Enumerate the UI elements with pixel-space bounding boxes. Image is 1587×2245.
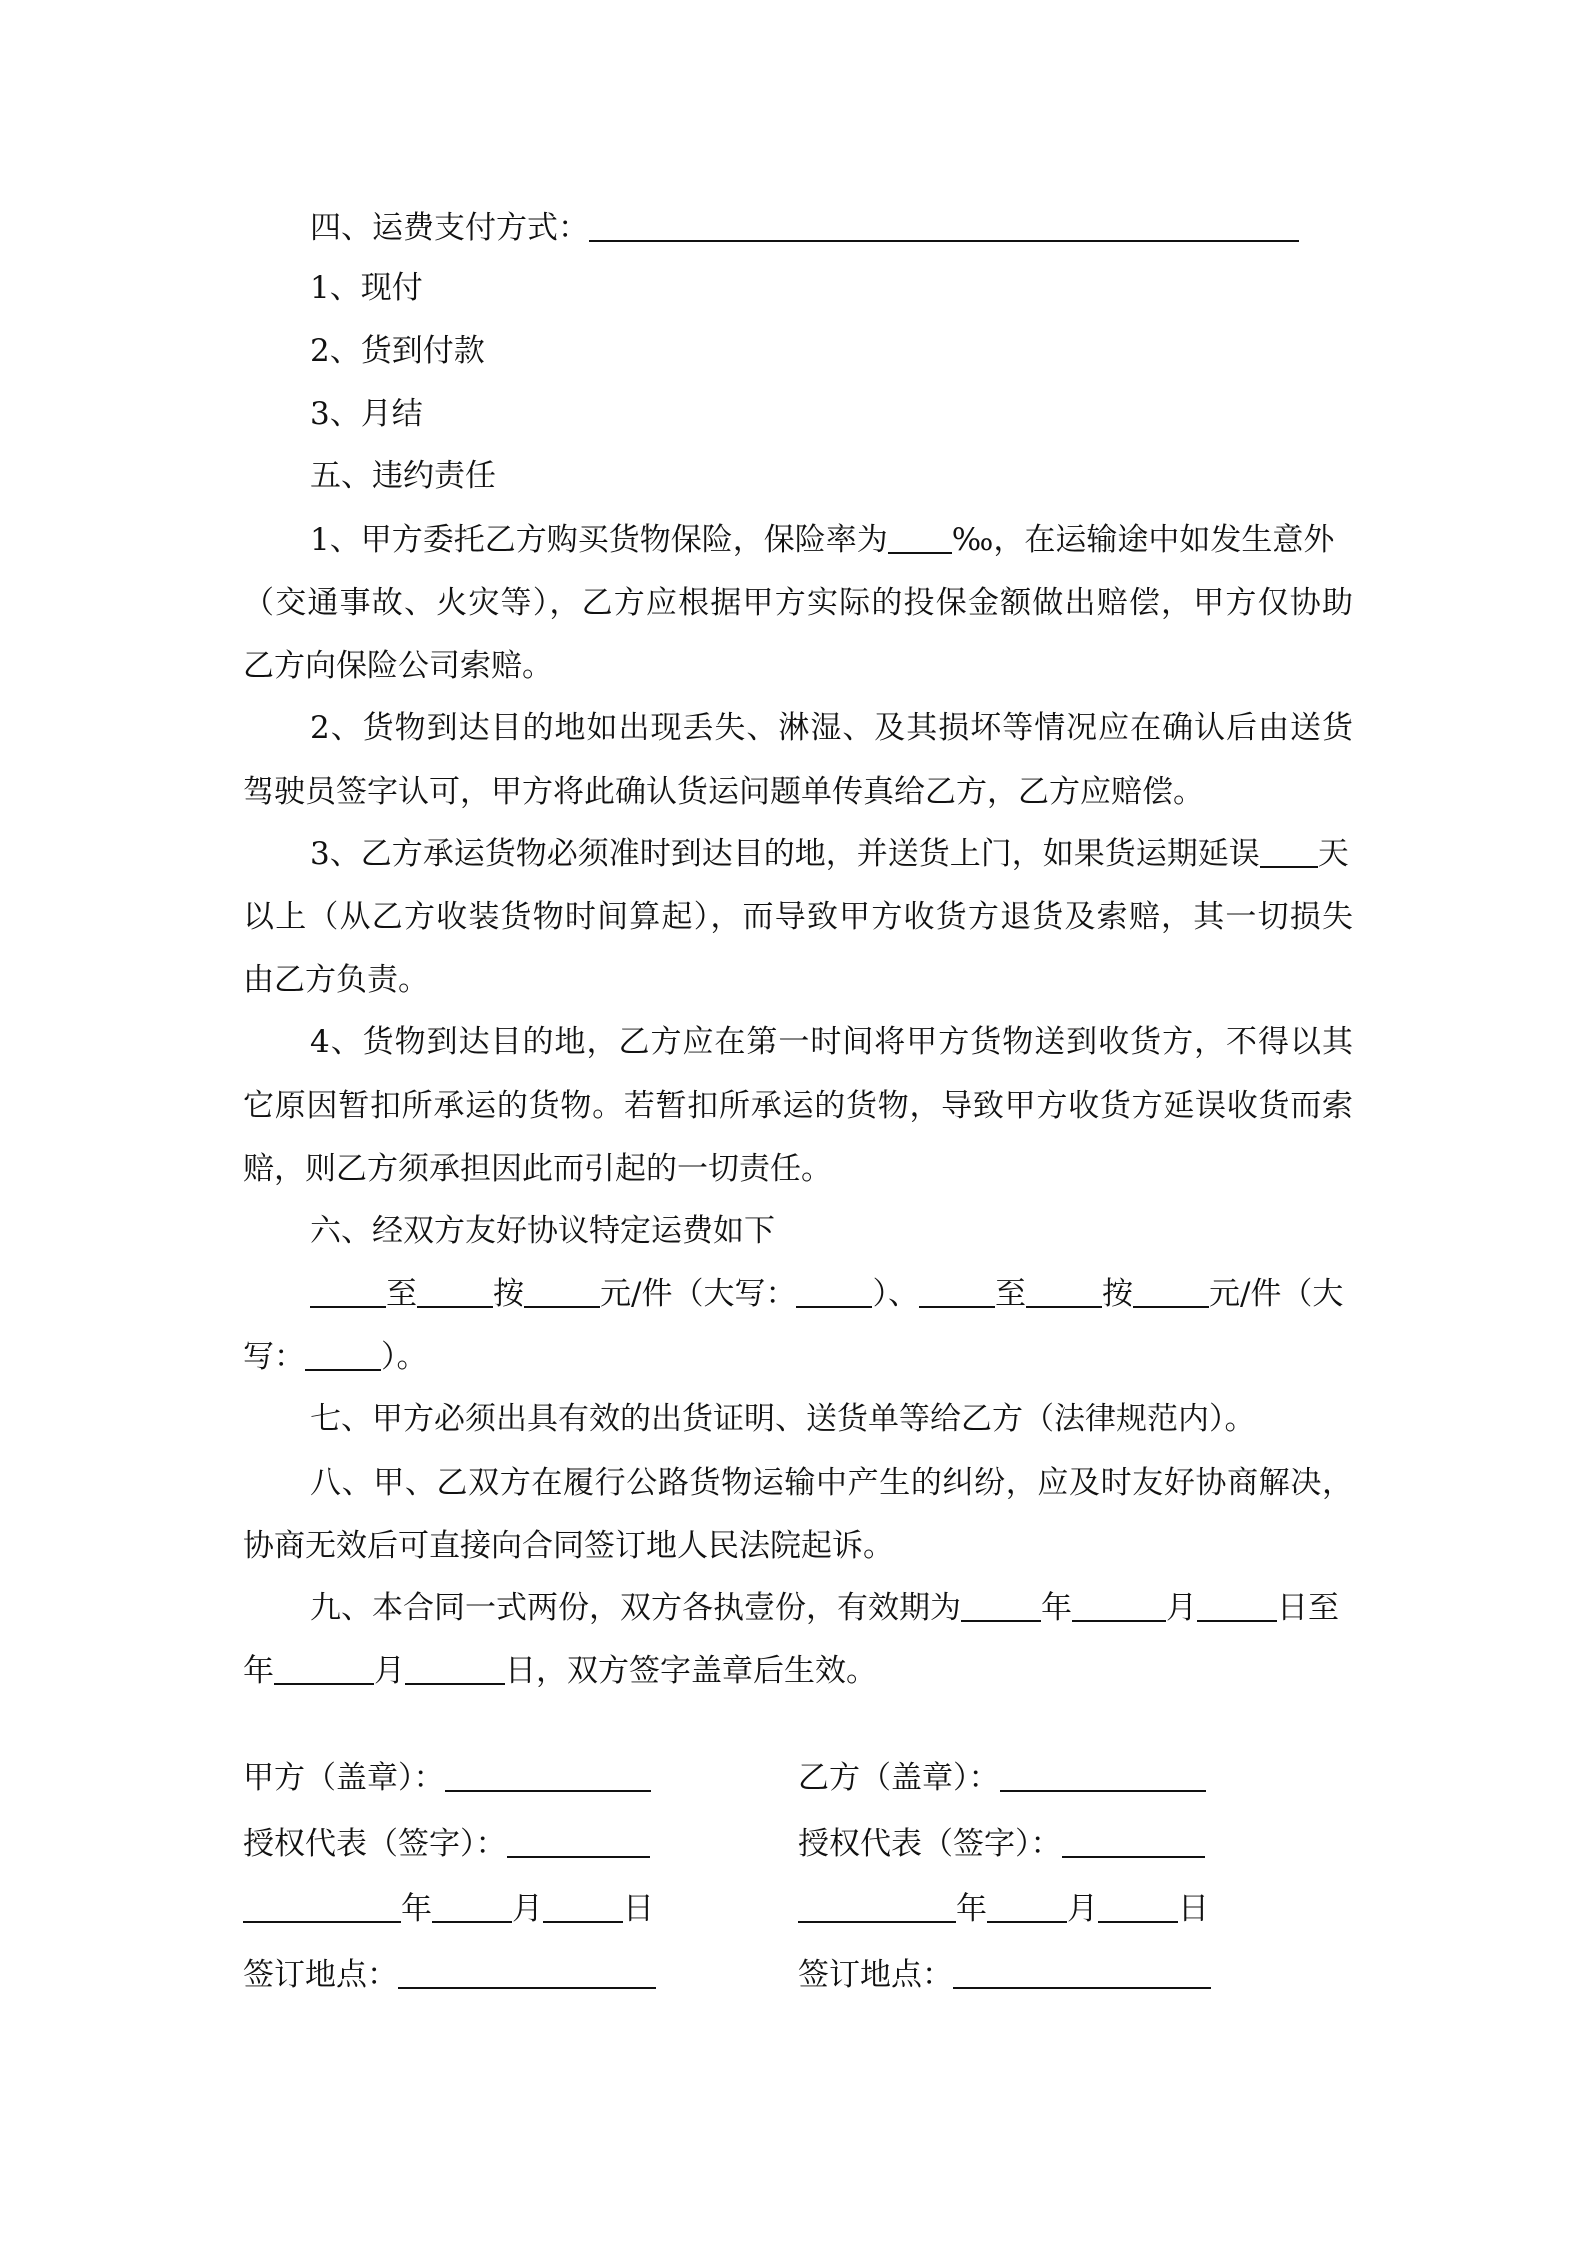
valid-from-year-blank[interactable] <box>961 1590 1041 1622</box>
clause-5-3-line-3: 由乙方负责。 <box>243 962 429 998</box>
destination-2-blank[interactable] <box>1026 1276 1102 1308</box>
price-1-uppercase-blank[interactable] <box>796 1276 872 1308</box>
party-a-seal-blank[interactable] <box>445 1760 651 1792</box>
section-9-line-2: 年 月 日，双方签字盖章后生效。 <box>243 1653 877 1689</box>
payment-option-1: 1、现付 <box>310 270 423 306</box>
party-b-date-row: 年 月 日 <box>798 1889 1209 1929</box>
party-a-seal-row: 甲方（盖章）： <box>243 1758 651 1798</box>
party-b-place-row: 签订地点： <box>798 1955 1211 1995</box>
clause-5-1-line-2: （交通事故、火灾等），乙方应根据甲方实际的投保金额做出赔偿，甲方仅协助 <box>243 585 1353 621</box>
party-b-rep-row: 授权代表（签字）： <box>798 1824 1205 1864</box>
valid-from-day-blank[interactable] <box>1197 1590 1277 1622</box>
clause-5-4-line-1: 4、货物到达目的地，乙方应在第一时间将甲方货物送到收货方，不得以其 <box>310 1024 1353 1060</box>
party-b-day-blank[interactable] <box>1098 1891 1178 1923</box>
party-b-year-blank[interactable] <box>798 1891 956 1923</box>
party-b-seal-blank[interactable] <box>1000 1760 1206 1792</box>
section-9-line-1: 九、本合同一式两份，双方各执壹份，有效期为 年 月 日至 <box>310 1590 1339 1626</box>
party-a-place-row: 签订地点： <box>243 1955 656 1995</box>
freight-rate-line-1: 至 按 元/件（大写： ）、 至 按 元/件（大 <box>310 1274 1343 1314</box>
clause-5-1-line-1: 1、甲方委托乙方购买货物保险，保险率为 ‰，在运输途中如发生意外 <box>310 522 1335 558</box>
section-5-title: 五、违约责任 <box>310 458 496 494</box>
section-8-line-1: 八、甲、乙双方在履行公路货物运输中产生的纠纷，应及时友好协商解决， <box>310 1465 1353 1501</box>
clause-5-4-line-2: 它原因暂扣所承运的货物。若暂扣所承运的货物，导致甲方收货方延误收货而索 <box>243 1088 1353 1124</box>
party-b-place-blank[interactable] <box>953 1957 1211 1989</box>
party-b-rep-blank[interactable] <box>1062 1826 1205 1858</box>
payment-method-blank[interactable] <box>589 210 1299 242</box>
clause-5-1-line-3: 乙方向保险公司索赔。 <box>243 648 553 684</box>
section-4-title: 四、运费支付方式： <box>310 208 1299 248</box>
origin-1-blank[interactable] <box>310 1276 386 1308</box>
destination-1-blank[interactable] <box>417 1276 493 1308</box>
delay-days-blank[interactable] <box>1260 836 1318 868</box>
clause-5-3-line-1: 3、乙方承运货物必须准时到达目的地，并送货上门，如果货运期延误 天 <box>310 836 1349 872</box>
valid-to-day-blank[interactable] <box>405 1653 505 1685</box>
freight-rate-line-2: 写： ）。 <box>243 1339 428 1375</box>
section-6-title: 六、经双方友好协议特定运费如下 <box>310 1213 775 1249</box>
clause-5-2-line-1: 2、货物到达目的地如出现丢失、淋湿、及其损坏等情况应在确认后由送货 <box>310 710 1353 746</box>
valid-to-month-blank[interactable] <box>274 1653 374 1685</box>
clause-5-3-line-2: 以上（从乙方收装货物时间算起），而导致甲方收货方退货及索赔，其一切损失 <box>243 899 1353 935</box>
payment-option-2: 2、货到付款 <box>310 333 485 369</box>
section-7-text: 七、甲方必须出具有效的出货证明、送货单等给乙方（法律规范内）。 <box>310 1401 1256 1437</box>
party-a-date-row: 年 月 日 <box>243 1889 654 1929</box>
party-a-rep-blank[interactable] <box>507 1826 650 1858</box>
price-2-uppercase-blank[interactable] <box>305 1339 381 1371</box>
party-a-place-blank[interactable] <box>398 1957 656 1989</box>
party-b-month-blank[interactable] <box>987 1891 1067 1923</box>
price-2-blank[interactable] <box>1133 1276 1209 1308</box>
party-a-day-blank[interactable] <box>543 1891 623 1923</box>
party-b-seal-row: 乙方（盖章）： <box>798 1758 1206 1798</box>
valid-from-month-blank[interactable] <box>1072 1590 1166 1622</box>
origin-2-blank[interactable] <box>919 1276 995 1308</box>
clause-5-4-line-3: 赔，则乙方须承担因此而引起的一切责任。 <box>243 1151 832 1187</box>
clause-5-2-line-2: 驾驶员签字认可，甲方将此确认货运问题单传真给乙方，乙方应赔偿。 <box>243 774 1204 810</box>
party-a-year-blank[interactable] <box>243 1891 401 1923</box>
price-1-blank[interactable] <box>524 1276 600 1308</box>
insurance-rate-blank[interactable] <box>888 522 952 554</box>
party-a-month-blank[interactable] <box>432 1891 512 1923</box>
section-8-line-2: 协商无效后可直接向合同签订地人民法院起诉。 <box>243 1528 894 1564</box>
party-a-rep-row: 授权代表（签字）： <box>243 1824 650 1864</box>
payment-option-3: 3、月结 <box>310 396 423 432</box>
